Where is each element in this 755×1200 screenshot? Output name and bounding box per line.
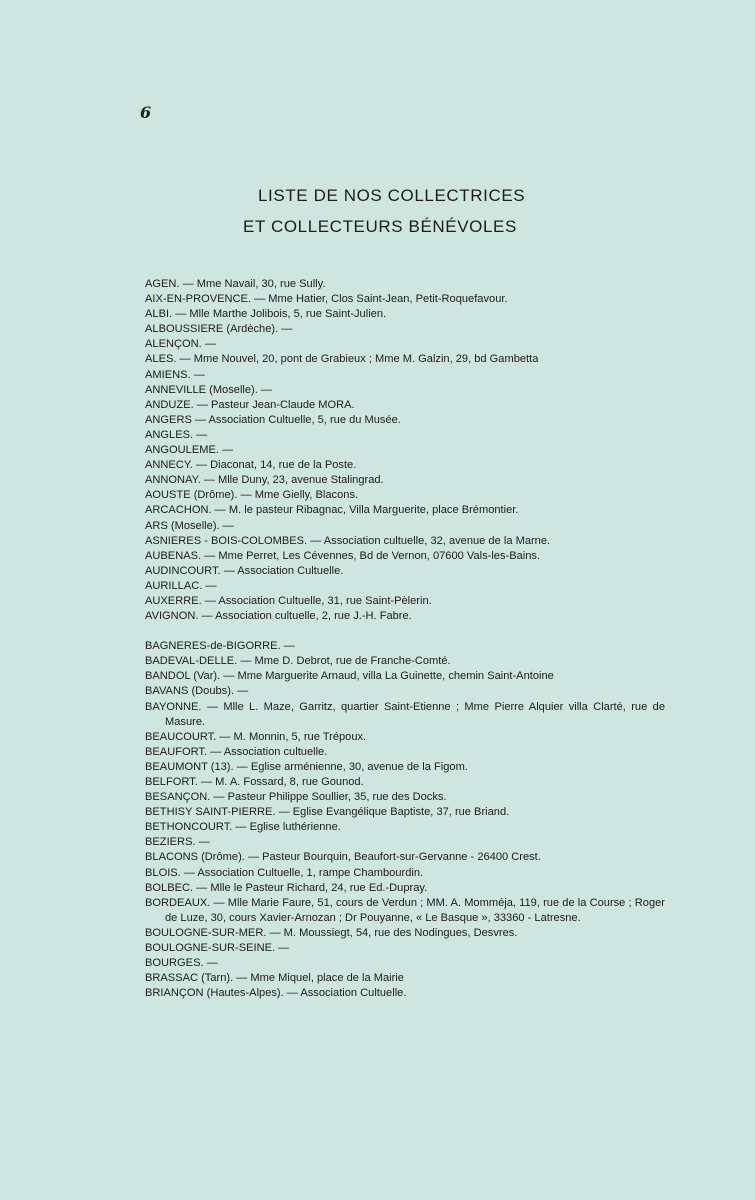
collector-entry: BRASSAC (Tarn). — Mme Miquel, place de la Mairie [145, 972, 404, 985]
collector-entry: ANDUZE. — Pasteur Jean-Claude MORA. [145, 398, 355, 411]
page-title-line-2: ET COLLECTEURS BÉNÉVOLES [243, 217, 517, 236]
collector-entry: BADEVAL-DELLE. — Mme D. Debrot, rue de Franche-Comté. [145, 655, 451, 668]
page-title-line-1: LISTE DE NOS COLLECTRICES [258, 186, 526, 205]
collector-entry: ASNIERES - BOIS-COLOMBES. — Association cultuelle, 32, avenue de la Marne. [145, 534, 551, 547]
collector-entry: BOURGES. — [145, 957, 218, 970]
collector-entry: ANNEVILLE (Moselle). — [145, 383, 272, 396]
collector-entry: ARCACHON. — M. le pasteur Ribagnac, Villa Marguerite, place Brémontier. [145, 504, 519, 517]
collector-entry: BEAUFORT. — Association cultuelle. [145, 745, 328, 758]
collector-entry: BOLBEC. — Mlle le Pasteur Richard, 24, rue Ed.-Dupray. [145, 881, 428, 894]
collector-entry: BAYONNE. — Mlle L. Maze, Garritz, quartier Saint-Etienne ; Mme Pierre Alquier villa Clarté, rue de Masure. [145, 700, 665, 728]
collector-entry: BLACONS (Drôme). — Pasteur Bourquin, Beaufort-sur-Gervanne - 26400 Crest. [145, 851, 541, 864]
section-gap [145, 624, 665, 639]
collector-entry: BAVANS (Doubs). — [145, 685, 249, 698]
collector-list [145, 277, 665, 1001]
collector-entry: AVIGNON. — Association cultuelle, 2, rue J.-H. Fabre. [145, 610, 412, 623]
collector-entry: ARS (Moselle). — [145, 519, 234, 532]
collector-entry: BELFORT. — M. A. Fossard, 8, rue Gounod. [145, 776, 364, 788]
collector-entry: BEAUMONT (13). — Eglise arménienne, 30, avenue de la Figom. [145, 760, 468, 773]
collector-entry: BAGNERES-de-BIGORRE. — [145, 640, 295, 653]
collector-entry: AIX-EN-PROVENCE. — Mme Hatier, Clos Saint-Jean, Petit-Roquefavour. [145, 293, 508, 306]
collector-entry: ANGOULEME. — [145, 444, 234, 457]
collector-entry: BESANÇON. — Pasteur Philippe Soullier, 35, rue des Docks. [145, 791, 447, 804]
collector-entry: ALENÇON. — [145, 338, 216, 351]
collector-entry: ANNECY. — Diaconat, 14, rue de la Poste. [145, 459, 357, 472]
collector-entry: AUXERRE. — Association Cultuelle, 31, rue Saint-Pèlerin. [145, 594, 432, 607]
collector-entry: BETHISY SAINT-PIERRE. — Eglise Evangélique Baptiste, 37, rue Briand. [145, 806, 510, 819]
collector-entry: BEAUCOURT. — M. Monnin, 5, rue Trépoux. [145, 730, 367, 743]
collector-entry: ALBI. — Mlle Marthe Jolibois, 5, rue Saint-Julien. [145, 308, 387, 321]
collector-entry: AOUSTE (Drôme). — Mme Gielly, Blacons. [145, 489, 359, 502]
collector-entry: BETHONCOURT. — Eglise luthérienne. [145, 821, 341, 834]
collector-entry: BOULOGNE-SUR-SEINE. — [145, 942, 290, 955]
collector-entry: BEZIERS. — [145, 836, 210, 849]
collector-entry: AUBENAS. — Mme Perret, Les Cévennes, Bd de Vernon, 07600 Vals-les-Bains. [145, 549, 541, 562]
collector-entry: AUDINCOURT. — Association Cultuelle. [145, 564, 344, 577]
collector-entry: ANGERS — Association Cultuelle, 5, rue du Musée. [145, 413, 401, 426]
collector-entry: BOULOGNE-SUR-MER. — M. Moussiegt, 54, rue des Nodingues, Desvres. [145, 926, 518, 939]
collector-entry: BANDOL (Var). — Mme Marguerite Arnaud, villa La Guinette, chemin Saint-Antoine [145, 670, 554, 683]
collector-entry: AGEN. — Mme Navail, 30, rue Sully. [145, 278, 326, 290]
collector-entry: AURILLAC. — [145, 579, 217, 592]
collector-entry: AMIENS. — [145, 368, 205, 381]
collector-entry: ALBOUSSIERE (Ardèche). — [145, 323, 293, 336]
collector-entry: BLOIS. — Association Cultuelle, 1, rampe Chambourdin. [145, 866, 424, 879]
page-number: 6 [140, 103, 152, 122]
collector-entry: ANGLES. — [145, 428, 208, 441]
collector-entry: BORDEAUX. — Mlle Marie Faure, 51, cours de Verdun ; MM. A. Momméja, 119, rue de la Course ; Roger de Luze, 30, cours Xavier-Arnozan ; Dr Pouyanne, « Le Basque », 33360 - Latresne. [145, 896, 665, 924]
collector-entry: BRIANÇON (Hautes-Alpes). — Association Cultuelle. [145, 987, 407, 1000]
collector-entry: ANNONAY. — Mlle Duny, 23, avenue Stalingrad. [145, 474, 384, 487]
collector-entry: ALES. — Mme Nouvel, 20, pont de Grabieux ; Mme M. Galzin, 29, bd Gambetta [145, 353, 539, 366]
